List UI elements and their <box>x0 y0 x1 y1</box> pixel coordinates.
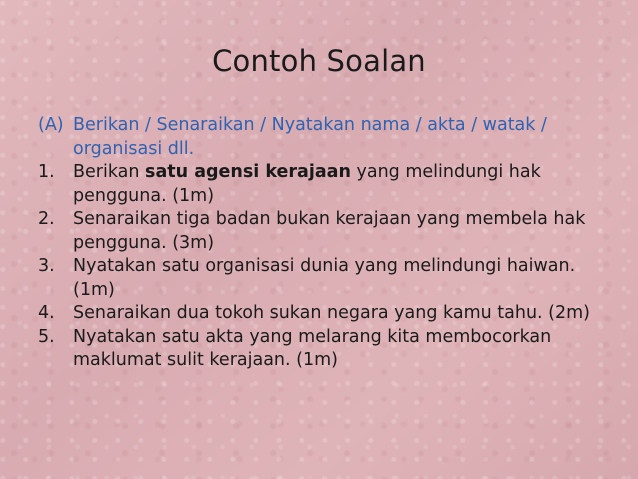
intro-instruction <box>38 114 618 161</box>
question-text: Senaraikan dua tokoh sukan negara yang kamu tahu. (2m) <box>73 303 591 323</box>
question-number: 3. <box>38 256 55 276</box>
question-item-1 <box>38 161 618 208</box>
intro-text: Berikan / Senaraikan / Nyatakan nama / akta / watak / organisasi dll. <box>73 115 547 159</box>
question-item-5 <box>38 326 618 373</box>
question-number: 5. <box>38 326 55 347</box>
question-emphasis: satu agensi kerajaan <box>145 162 351 182</box>
question-text: Nyatakan satu organisasi dunia yang melindungi haiwan. (1m) <box>73 256 576 300</box>
intro-marker: (A) <box>38 115 64 135</box>
question-item-4 <box>38 302 618 326</box>
question-number: 2. <box>38 209 55 229</box>
question-text-before: Berikan <box>73 162 146 182</box>
question-list <box>38 114 618 373</box>
question-item-3 <box>38 255 618 302</box>
question-number: 4. <box>38 303 55 323</box>
question-item-2 <box>38 208 618 255</box>
question-text: Nyatakan satu akta yang melarang kita membocorkan maklumat sulit kerajaan. (1m) <box>73 326 552 370</box>
question-text-after: yang melindungi hak pengguna. (1m) <box>73 162 541 206</box>
slide-title: Contoh Soalan <box>212 44 426 78</box>
question-text: Senaraikan tiga badan bukan kerajaan yang membela hak pengguna. (3m) <box>73 209 586 253</box>
question-text <box>73 162 541 206</box>
question-number: 1. <box>38 162 55 182</box>
